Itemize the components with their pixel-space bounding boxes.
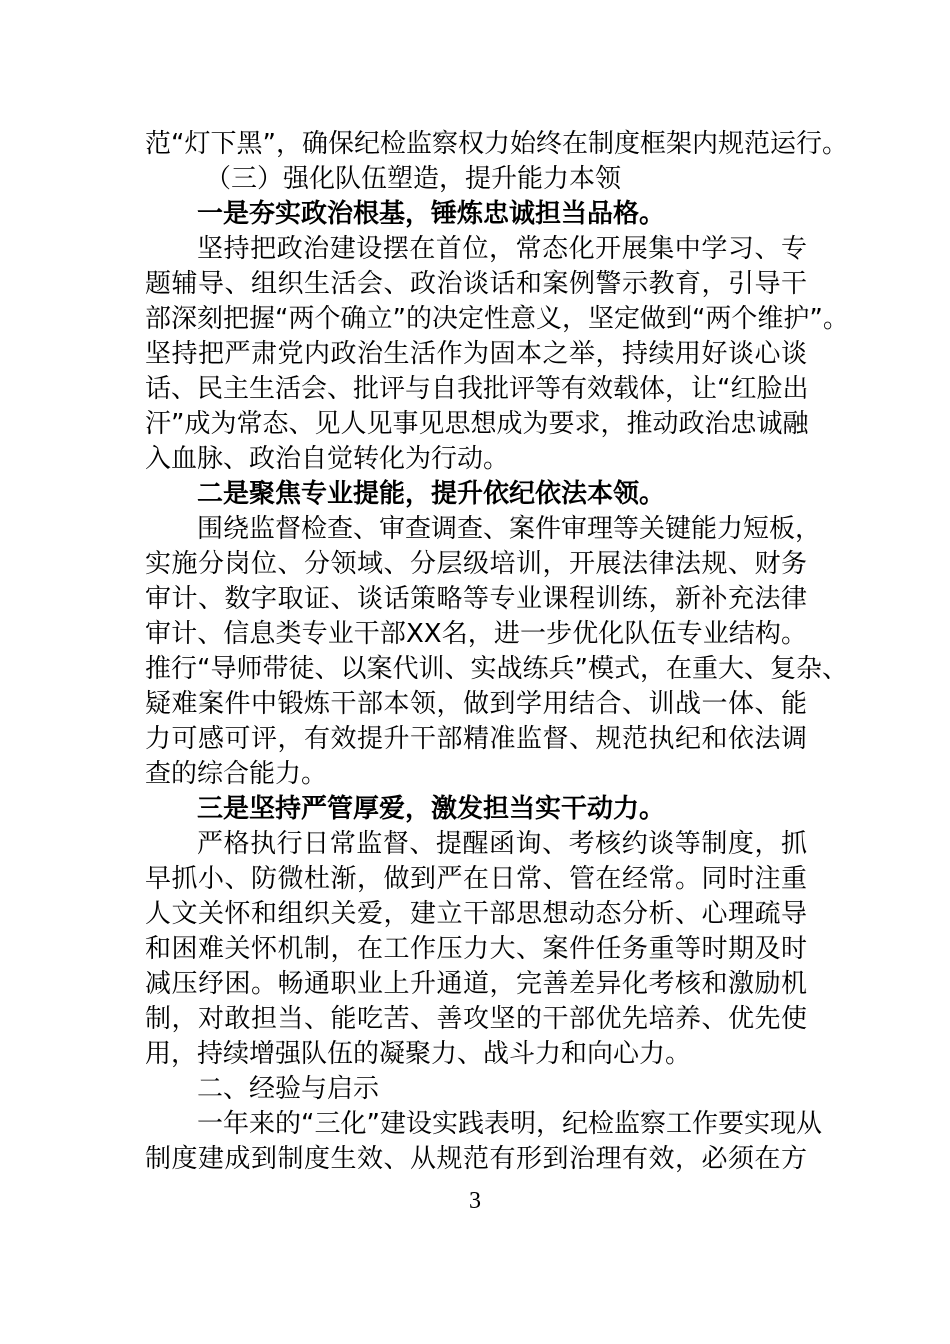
text-line: 坚持把严肃党内政治生活作为固本之举，持续用好谈心谈	[145, 339, 807, 369]
page-number: 3	[469, 1188, 481, 1214]
text-line: 一年来的“三化”建设实践表明，纪检监察工作要实现从	[197, 1109, 822, 1139]
text-line: 疑难案件中锻炼干部本领，做到学用结合、训战一体、能	[145, 689, 807, 719]
text-line: 范“灯下黑”，确保纪检监察权力始终在制度框架内规范运行。	[145, 129, 848, 159]
text-line: 审计、数字取证、谈话策略等专业课程训练，新补充法律	[145, 584, 807, 614]
text-line: 查的综合能力。	[145, 759, 328, 789]
text-line: 减压纾困。畅通职业上升通道，完善差异化考核和激励机	[145, 969, 807, 999]
text-line: 题辅导、组织生活会、政治谈话和案例警示教育，引导干	[145, 269, 807, 299]
text-line: 围绕监督检查、审查调查、案件审理等关键能力短板，	[197, 514, 822, 544]
text-line: 制度建成到制度生效、从规范有形到治理有效，必须在方	[145, 1144, 807, 1174]
text-line: 推行“导师带徒、以案代训、实战练兵”模式，在重大、复杂、	[145, 654, 848, 684]
text-line: 入血脉、政治自觉转化为行动。	[145, 444, 510, 474]
text-line: 部深刻把握“两个确立”的决定性意义，坚定做到“两个维护”。	[145, 304, 849, 334]
text-line: 实施分岗位、分领域、分层级培训，开展法律法规、财务	[145, 549, 807, 579]
text-line: 话、民主生活会、批评与自我批评等有效载体，让“红脸出	[145, 374, 809, 404]
text-line: 力可感可评，有效提升干部精准监督、规范执纪和依法调	[145, 724, 807, 754]
text-line: 汗”成为常态、见人见事见思想成为要求，推动政治忠诚融	[145, 409, 809, 439]
subheading-line: 二是聚焦专业提能，提升依纪依法本领。	[197, 479, 666, 509]
body-text	[145, 127, 849, 1177]
text-line: 早抓小、防微杜渐，做到严在日常、管在经常。同时注重	[145, 864, 807, 894]
subheading-line: 三是坚持严管厚爱，激发担当实干动力。	[197, 794, 666, 824]
text-line: 和困难关怀机制，在工作压力大、案件任务重等时期及时	[145, 934, 807, 964]
subheading-line: 一是夯实政治根基，锤炼忠诚担当品格。	[197, 199, 666, 229]
section-heading: 二、经验与启示	[197, 1074, 380, 1104]
text-line: 制，对敢担当、能吃苦、善攻坚的干部优先培养、优先使	[145, 1004, 807, 1034]
text-line: 坚持把政治建设摆在首位，常态化开展集中学习、专	[197, 234, 807, 264]
text-line: 人文关怀和组织关爱，建立干部思想动态分析、心理疏导	[145, 899, 807, 929]
text-line: 严格执行日常监督、提醒函询、考核约谈等制度，抓	[197, 829, 807, 859]
text-line: 审计、信息类专业干部XX名，进一步优化队伍专业结构。	[145, 619, 807, 649]
text-line: 用，持续增强队伍的凝聚力、战斗力和向心力。	[145, 1039, 692, 1069]
section-heading: （三）强化队伍塑造，提升能力本领	[205, 164, 622, 194]
